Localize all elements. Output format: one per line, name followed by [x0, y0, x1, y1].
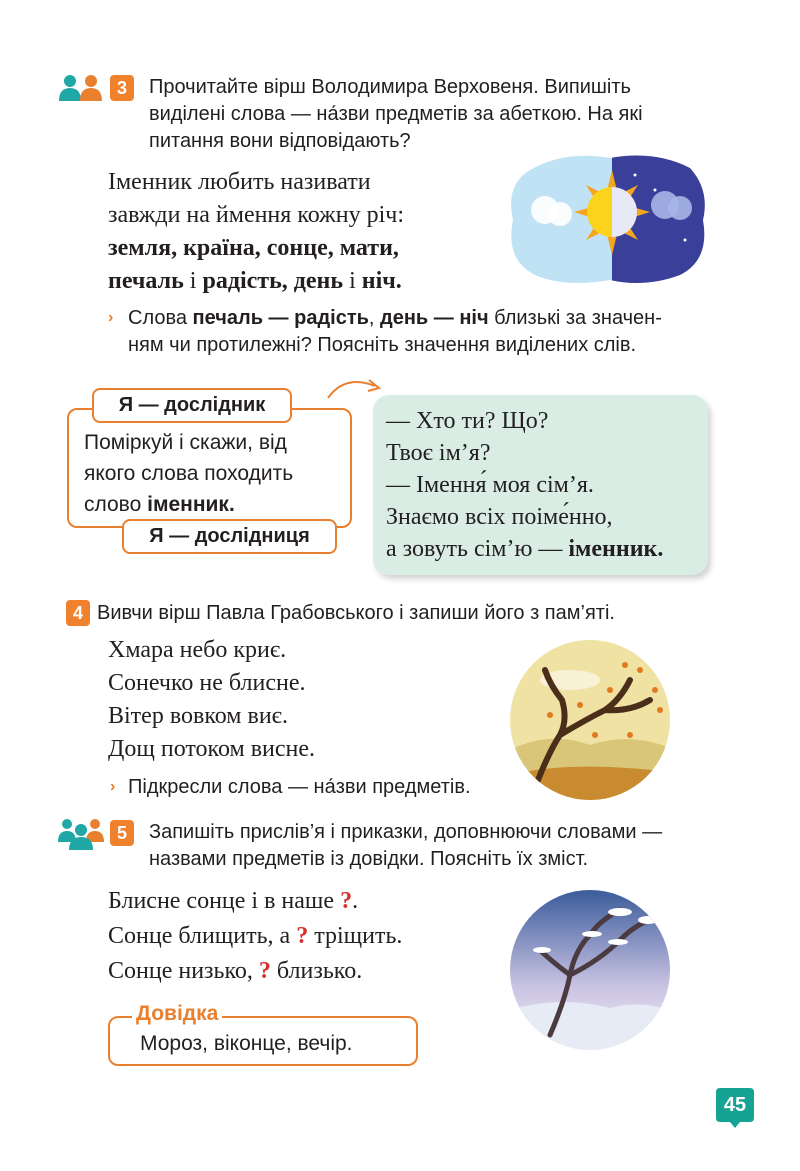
- question-mark: ?: [258, 958, 271, 984]
- proverb-line: Блисне сонце і в наше ?.: [108, 888, 359, 914]
- subtask-line: ням чи протилежні? Поясніть значення виділених слів.: [128, 334, 637, 356]
- dialog-line: Твоє ім’я?: [386, 440, 491, 466]
- task-4-subtask: Підкресли слова — на́зви предметів.: [128, 776, 471, 798]
- sun-moon-illustration: [505, 150, 710, 285]
- instruction-line: питання вони відповідають?: [149, 130, 411, 152]
- question-mark: ?: [340, 888, 353, 914]
- instruction-line: Запишіть прислів’я і приказки, доповнюючи словами —: [149, 821, 663, 843]
- dialog-line: — Імення́ моя сім’я.: [386, 472, 594, 498]
- researcher-question: [84, 427, 344, 520]
- hint-text: Мороз, віконце, вечір.: [140, 1032, 353, 1055]
- task-3-subtask: [128, 305, 728, 359]
- page-number: 45: [723, 1094, 747, 1116]
- task-3-number: 3: [110, 75, 134, 101]
- question-mark: ?: [296, 923, 309, 949]
- poem-line: Вітер вовком виє.: [108, 703, 288, 729]
- proverb-line: Сонце низько, ? близько.: [108, 958, 363, 984]
- task-5-instruction: [149, 819, 769, 873]
- researcher-line: Поміркуй і скажи, від: [84, 431, 287, 454]
- poem-line: Сонечко не блисне.: [108, 670, 306, 696]
- poem-line: Дощ потоком висне.: [108, 736, 316, 762]
- dialog-line: — Хто ти? Що?: [386, 408, 549, 434]
- curved-arrow-icon: [325, 372, 385, 402]
- poem-line: Хмара небо криє.: [108, 637, 287, 663]
- winter-tree-illustration: [510, 890, 670, 1050]
- hint-title: Довідка: [132, 1000, 222, 1028]
- task-5-number: 5: [110, 820, 134, 846]
- instruction-line: виділені слова — на́зви предметів за абеткою. На які: [149, 103, 643, 125]
- proverb-line: Сонце блищить, а ? тріщить.: [108, 923, 403, 949]
- researcher-tag-bottom: Я — дослідниця: [122, 519, 337, 554]
- subtask-line: Слова печаль — радість, день — ніч близькі за значен-: [128, 307, 662, 329]
- task-5-proverbs: [108, 884, 528, 989]
- task-3-poem: [108, 166, 518, 298]
- page-number-badge: [716, 1088, 754, 1128]
- poem-line: завжди на ймення кожну річ:: [108, 202, 404, 228]
- researcher-line: якого слова походить: [84, 462, 294, 485]
- researcher-line: слово іменник.: [84, 493, 235, 516]
- poem-line: земля, країна, сонце, мати,: [108, 235, 399, 261]
- task-4-number: 4: [66, 600, 90, 626]
- instruction-line: Прочитайте вірш Володимира Верховеня. Випишіть: [149, 76, 631, 98]
- task-4-poem: [108, 634, 498, 766]
- poem-line: Іменник любить називати: [108, 169, 371, 195]
- task-3-instruction: [149, 74, 769, 155]
- dialog-line: Знаємо всіх поіме́нно,: [386, 504, 613, 530]
- task-4-instruction: Вивчи вірш Павла Грабовського і запиши його з пам’яті.: [97, 602, 615, 624]
- chevron-right-icon: ›: [110, 778, 116, 795]
- instruction-line: назвами предметів із довідки. Поясніть їх зміст.: [149, 848, 589, 870]
- dialog-line: а зовуть сім’ю — іменник.: [386, 536, 664, 562]
- group-work-icon: [58, 816, 104, 850]
- poem-line: печаль і радість, день і ніч.: [108, 268, 402, 294]
- chevron-right-icon: ›: [108, 309, 114, 326]
- dialog-poem: [386, 405, 706, 565]
- autumn-tree-illustration: [510, 640, 670, 800]
- pair-work-icon: [58, 74, 104, 102]
- researcher-tag-top: Я — дослідник: [92, 388, 292, 423]
